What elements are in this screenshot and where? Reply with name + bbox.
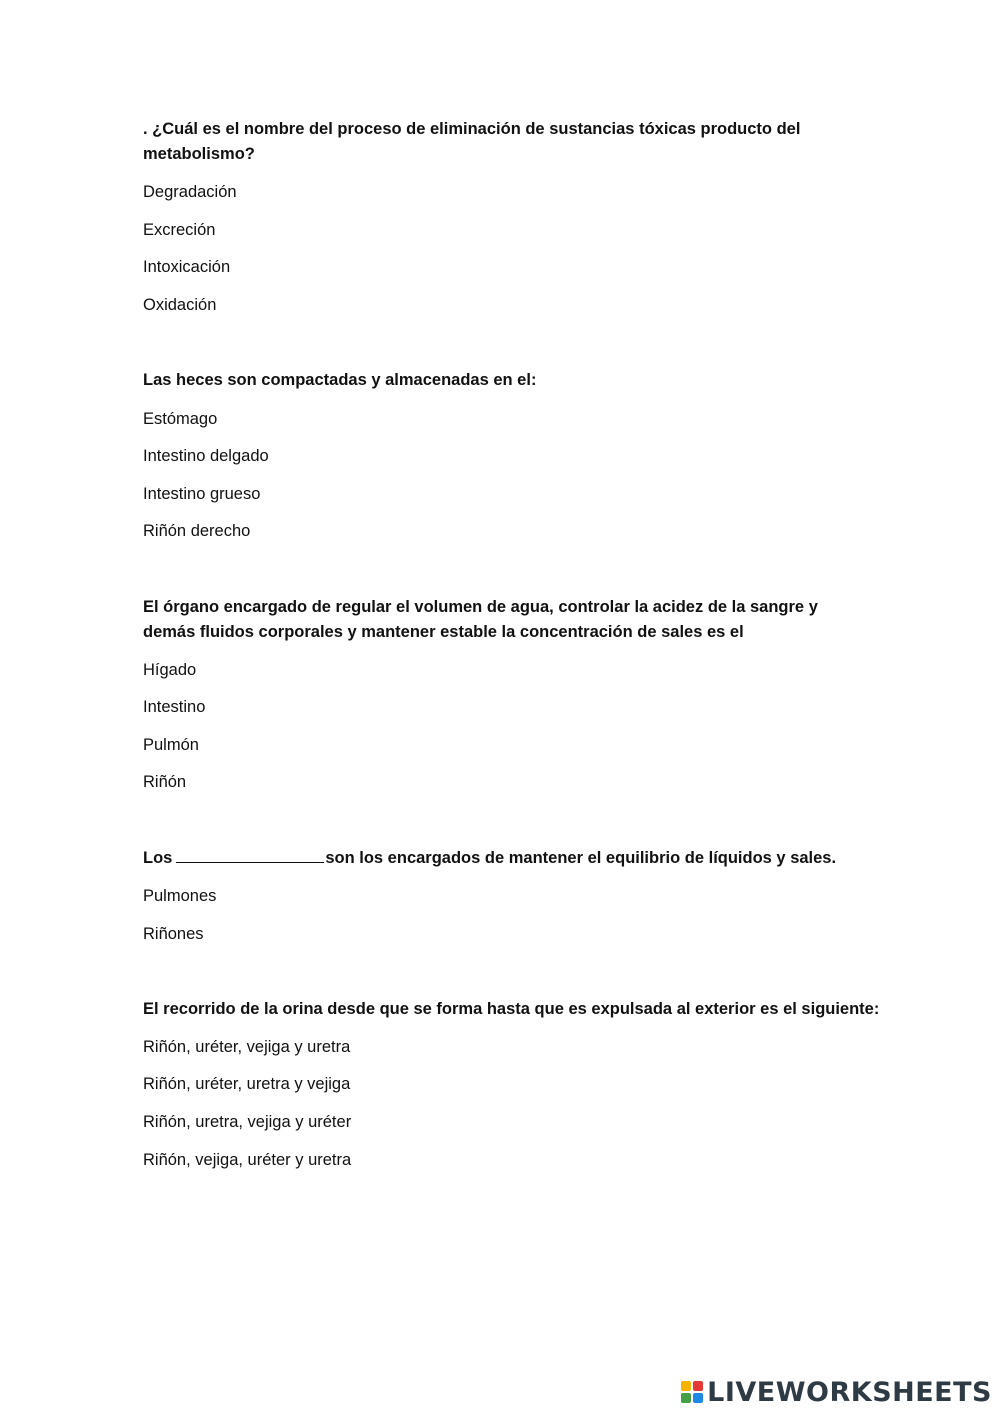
question-1-option-1[interactable]: Degradación — [143, 183, 237, 201]
question-4-title-prefix: Los — [143, 849, 173, 867]
question-4-title — [143, 846, 883, 871]
question-2-option-4[interactable]: Riñón derecho — [143, 522, 251, 540]
question-3-option-4[interactable]: Riñón — [143, 773, 187, 791]
logo-square-3 — [681, 1393, 691, 1403]
question-5-option-1[interactable]: Riñón, uréter, vejiga y uretra — [143, 1038, 351, 1056]
question-5-option-2[interactable]: Riñón, uréter, uretra y vejiga — [143, 1075, 351, 1093]
liveworksheets-logo — [681, 1377, 992, 1407]
question-4-title-suffix: son los encargados de mantener el equilibrio de líquidos y sales. — [325, 849, 837, 867]
logo-text: LIVEWORKSHEETS — [707, 1376, 992, 1408]
question-1-option-2[interactable]: Excreción — [143, 221, 216, 239]
fill-in-blank[interactable] — [176, 847, 324, 863]
question-1-title: . ¿Cuál es el nombre del proceso de eliminación de sustancias tóxicas producto del metabolismo? — [143, 120, 801, 163]
question-3-option-1[interactable]: Hígado — [143, 661, 197, 679]
question-4-option-1[interactable]: Pulmones — [143, 887, 217, 905]
logo-square-4 — [693, 1393, 703, 1403]
question-3-title: El órgano encargado de regular el volumen de agua, controlar la acidez de la sangre y demás fluidos corporales y mantener estable la concentración de sales es el — [143, 598, 818, 641]
logo-square-1 — [681, 1381, 691, 1391]
question-2-option-3[interactable]: Intestino grueso — [143, 485, 261, 503]
question-2-option-2[interactable]: Intestino delgado — [143, 447, 269, 465]
question-2-option-1[interactable]: Estómago — [143, 410, 218, 428]
question-1-option-4[interactable]: Oxidación — [143, 296, 217, 314]
question-2-title: Las heces son compactadas y almacenadas en el: — [143, 371, 537, 389]
question-3-option-3[interactable]: Pulmón — [143, 736, 199, 754]
question-5-title: El recorrido de la orina desde que se forma hasta que es expulsada al exterior es el siguiente: — [143, 1000, 880, 1018]
logo-square-2 — [693, 1381, 703, 1391]
question-4-option-2[interactable]: Riñones — [143, 925, 204, 943]
question-3-option-2[interactable]: Intestino — [143, 698, 206, 716]
logo-grid-icon — [681, 1381, 703, 1403]
question-5-option-4[interactable]: Riñón, vejiga, uréter y uretra — [143, 1151, 352, 1169]
question-5-option-3[interactable]: Riñón, uretra, vejiga y uréter — [143, 1113, 352, 1131]
question-1-option-3[interactable]: Intoxicación — [143, 258, 231, 276]
